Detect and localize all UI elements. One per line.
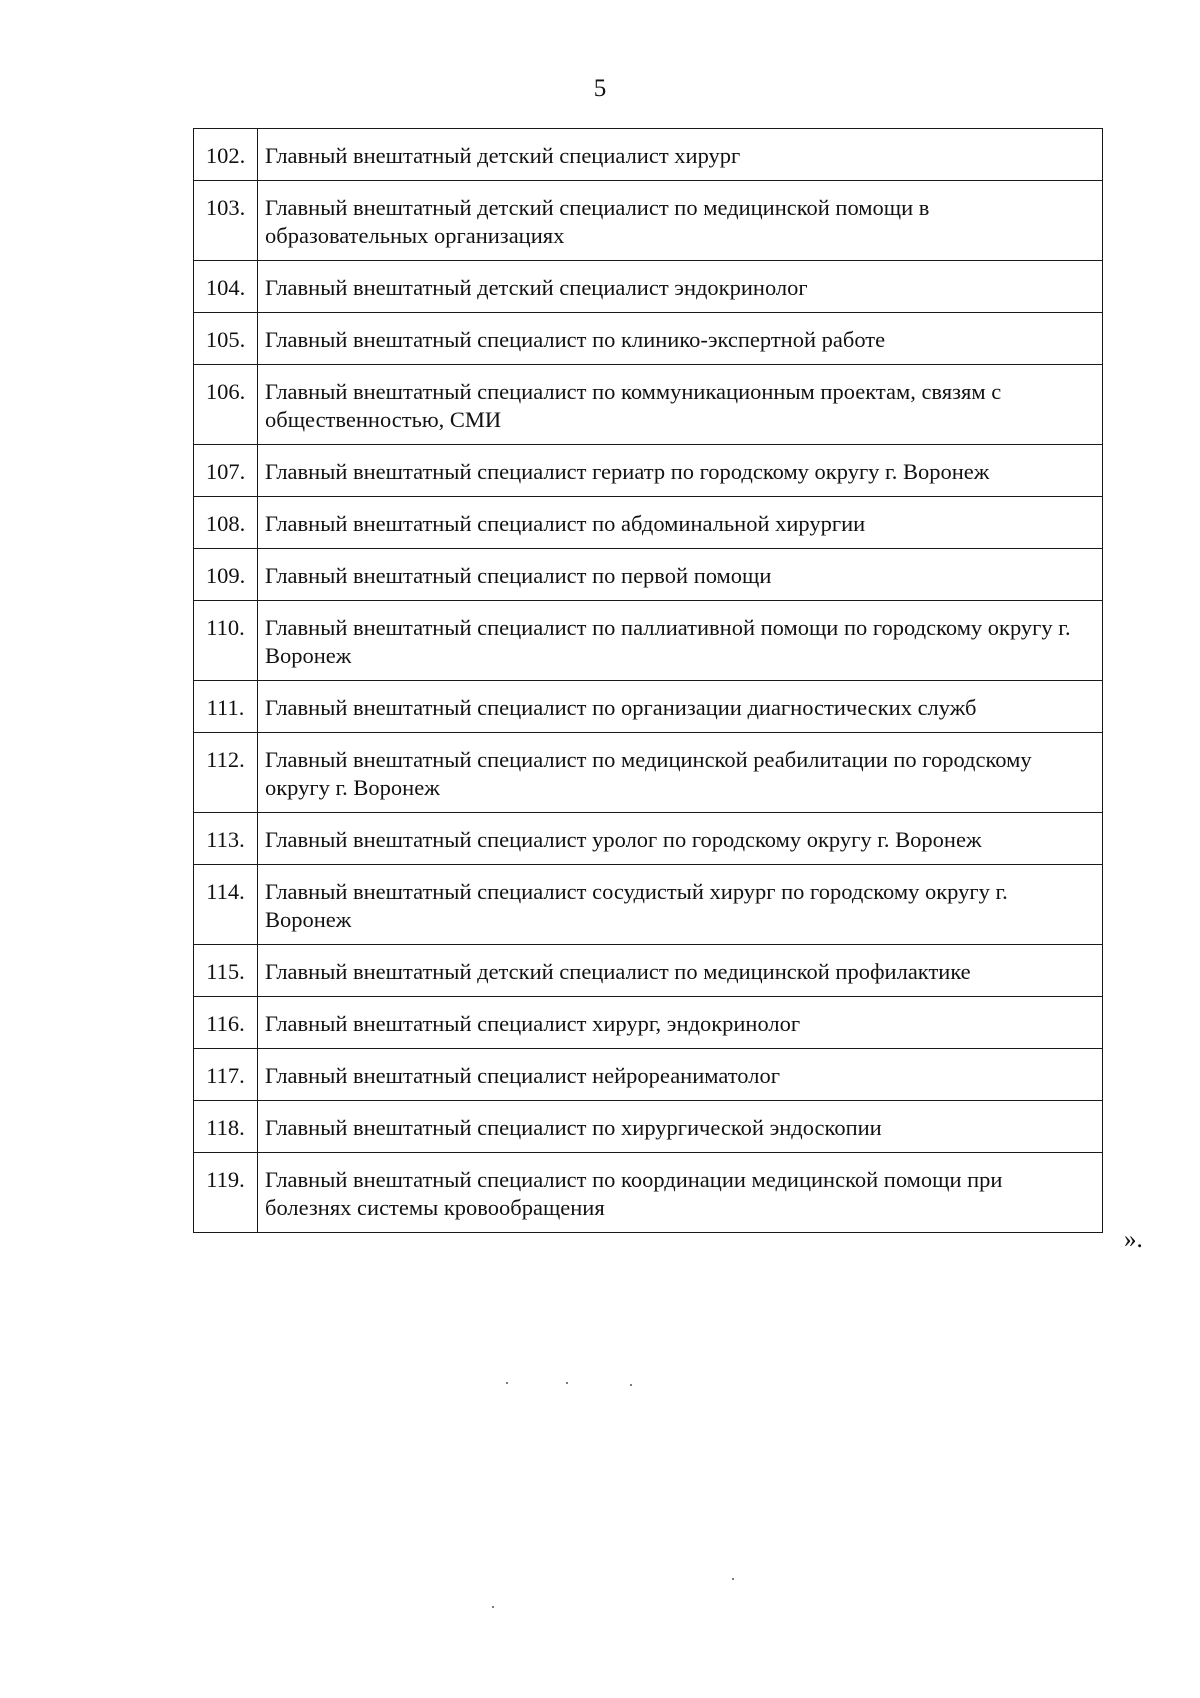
table-row xyxy=(194,549,1103,601)
row-title: Главный внештатный специалист гериатр по городскому округу г. Воронеж xyxy=(258,445,1103,497)
row-title: Главный внештатный специалист по первой помощи xyxy=(258,549,1103,601)
table-row xyxy=(194,497,1103,549)
table-row xyxy=(194,1049,1103,1101)
table-row xyxy=(194,445,1103,497)
scan-speck xyxy=(492,1606,494,1608)
table-row xyxy=(194,129,1103,181)
table-row xyxy=(194,813,1103,865)
scan-speck xyxy=(566,1382,568,1384)
row-title: Главный внештатный специалист хирург, эндокринолог xyxy=(258,997,1103,1049)
row-number: 112. xyxy=(194,733,258,813)
table-row xyxy=(194,997,1103,1049)
row-title: Главный внештатный специалист по организации диагностических служб xyxy=(258,681,1103,733)
row-number: 110. xyxy=(194,601,258,681)
scan-speck xyxy=(630,1384,632,1386)
row-number: 118. xyxy=(194,1101,258,1153)
row-number: 111. xyxy=(194,681,258,733)
row-number: 109. xyxy=(194,549,258,601)
row-number: 116. xyxy=(194,997,258,1049)
table-row xyxy=(194,313,1103,365)
table-row xyxy=(194,681,1103,733)
positions-table xyxy=(193,128,1103,1233)
table-row xyxy=(194,1101,1103,1153)
row-title: Главный внештатный детский специалист хирург xyxy=(258,129,1103,181)
row-number: 114. xyxy=(194,865,258,945)
row-number: 103. xyxy=(194,181,258,261)
row-number: 105. xyxy=(194,313,258,365)
row-title: Главный внештатный специалист по медицинской реабилитации по городскому округу г. Воронеж xyxy=(258,733,1103,813)
row-title: Главный внештатный детский специалист по медицинской профилактике xyxy=(258,945,1103,997)
page-number: 5 xyxy=(593,75,607,102)
row-number: 108. xyxy=(194,497,258,549)
row-number: 115. xyxy=(194,945,258,997)
scan-speck xyxy=(732,1578,734,1580)
table-row xyxy=(194,601,1103,681)
table-row xyxy=(194,181,1103,261)
row-number: 104. xyxy=(194,261,258,313)
row-number: 102. xyxy=(194,129,258,181)
row-number: 106. xyxy=(194,365,258,445)
row-title: Главный внештатный специалист по клинико-экспертной работе xyxy=(258,313,1103,365)
table-row xyxy=(194,261,1103,313)
row-title: Главный внештатный специалист нейрореаниматолог xyxy=(258,1049,1103,1101)
positions-table-body xyxy=(194,129,1103,1233)
row-title: Главный внештатный специалист уролог по городскому округу г. Воронеж xyxy=(258,813,1103,865)
row-title: Главный внештатный детский специалист эндокринолог xyxy=(258,261,1103,313)
row-title: Главный внештатный специалист по хирургической эндоскопии xyxy=(258,1101,1103,1153)
scan-speck xyxy=(506,1382,508,1384)
row-title: Главный внештатный специалист по координации медицинской помощи при болезнях системы кровообращения xyxy=(258,1153,1103,1233)
table-row xyxy=(194,365,1103,445)
table-row xyxy=(194,945,1103,997)
row-title: Главный внештатный специалист по абдоминальной хирургии xyxy=(258,497,1103,549)
table-row xyxy=(194,865,1103,945)
table-row xyxy=(194,1153,1103,1233)
row-title: Главный внештатный детский специалист по медицинской помощи в образовательных организациях xyxy=(258,181,1103,261)
row-number: 117. xyxy=(194,1049,258,1101)
row-title: Главный внештатный специалист по коммуникационным проектам, связям с общественностью, СМИ xyxy=(258,365,1103,445)
closing-quote: ». xyxy=(1124,1226,1143,1253)
row-title: Главный внештатный специалист сосудистый хирург по городскому округу г. Воронеж xyxy=(258,865,1103,945)
row-number: 119. xyxy=(194,1153,258,1233)
row-number: 107. xyxy=(194,445,258,497)
table-row xyxy=(194,733,1103,813)
row-title: Главный внештатный специалист по паллиативной помощи по городскому округу г. Воронеж xyxy=(258,601,1103,681)
row-number: 113. xyxy=(194,813,258,865)
